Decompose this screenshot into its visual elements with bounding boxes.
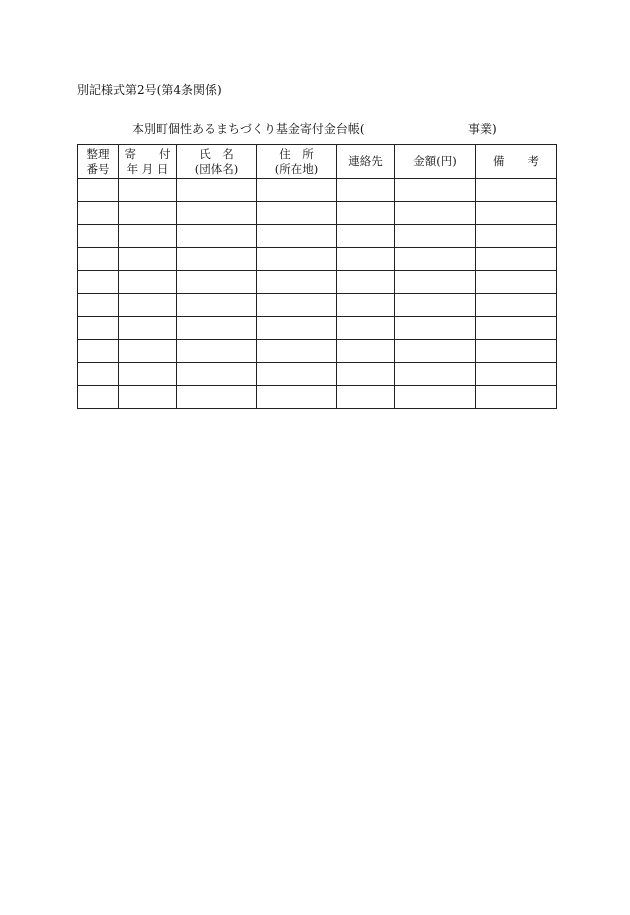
- name-cell[interactable]: [177, 340, 257, 363]
- serial-number-cell[interactable]: [78, 340, 119, 363]
- donation-date-cell[interactable]: [119, 294, 177, 317]
- donation-ledger-table: [77, 144, 557, 409]
- table-row: [78, 340, 557, 363]
- address-cell[interactable]: [257, 202, 337, 225]
- name-cell[interactable]: [177, 317, 257, 340]
- amount-cell[interactable]: [395, 202, 476, 225]
- contact-cell[interactable]: [337, 248, 395, 271]
- amount-cell[interactable]: [395, 225, 476, 248]
- ledger-title-suffix: 事業): [468, 122, 497, 136]
- donation-date-cell[interactable]: [119, 271, 177, 294]
- remarks-cell[interactable]: [476, 294, 557, 317]
- table-row: [78, 225, 557, 248]
- remarks-cell[interactable]: [476, 386, 557, 409]
- contact-cell[interactable]: [337, 225, 395, 248]
- name-cell[interactable]: [177, 225, 257, 248]
- table-row: [78, 317, 557, 340]
- header-name: 氏 名 (団体名): [177, 145, 257, 179]
- amount-cell[interactable]: [395, 179, 476, 202]
- address-cell[interactable]: [257, 294, 337, 317]
- donation-date-cell[interactable]: [119, 202, 177, 225]
- name-cell[interactable]: [177, 248, 257, 271]
- remarks-cell[interactable]: [476, 225, 557, 248]
- serial-number-cell[interactable]: [78, 386, 119, 409]
- name-cell[interactable]: [177, 386, 257, 409]
- table-row: [78, 179, 557, 202]
- contact-cell[interactable]: [337, 317, 395, 340]
- serial-number-cell[interactable]: [78, 317, 119, 340]
- header-amount: 金額(円): [395, 145, 476, 179]
- remarks-cell[interactable]: [476, 202, 557, 225]
- remarks-cell[interactable]: [476, 179, 557, 202]
- remarks-cell[interactable]: [476, 248, 557, 271]
- contact-cell[interactable]: [337, 340, 395, 363]
- donation-date-cell[interactable]: [119, 317, 177, 340]
- remarks-cell[interactable]: [476, 317, 557, 340]
- serial-number-cell[interactable]: [78, 225, 119, 248]
- header-serial-number: 整理 番号: [78, 145, 119, 179]
- name-cell[interactable]: [177, 294, 257, 317]
- amount-cell[interactable]: [395, 271, 476, 294]
- donation-date-cell[interactable]: [119, 248, 177, 271]
- amount-cell[interactable]: [395, 340, 476, 363]
- address-cell[interactable]: [257, 179, 337, 202]
- serial-number-cell[interactable]: [78, 271, 119, 294]
- amount-cell[interactable]: [395, 317, 476, 340]
- amount-cell[interactable]: [395, 294, 476, 317]
- address-cell[interactable]: [257, 248, 337, 271]
- header-donation-date: 寄 付 年 月 日: [119, 145, 177, 179]
- serial-number-cell[interactable]: [78, 202, 119, 225]
- address-cell[interactable]: [257, 317, 337, 340]
- address-cell[interactable]: [257, 363, 337, 386]
- table-row: [78, 271, 557, 294]
- remarks-cell[interactable]: [476, 363, 557, 386]
- remarks-cell[interactable]: [476, 340, 557, 363]
- table-header-row: [78, 145, 557, 179]
- table-row: [78, 248, 557, 271]
- header-remarks: 備 考: [476, 145, 557, 179]
- name-cell[interactable]: [177, 202, 257, 225]
- contact-cell[interactable]: [337, 179, 395, 202]
- table-row: [78, 363, 557, 386]
- donation-date-cell[interactable]: [119, 340, 177, 363]
- donation-date-cell[interactable]: [119, 363, 177, 386]
- serial-number-cell[interactable]: [78, 248, 119, 271]
- amount-cell[interactable]: [395, 363, 476, 386]
- table-row: [78, 386, 557, 409]
- donation-date-cell[interactable]: [119, 179, 177, 202]
- amount-cell[interactable]: [395, 386, 476, 409]
- address-cell[interactable]: [257, 271, 337, 294]
- amount-cell[interactable]: [395, 248, 476, 271]
- table-row: [78, 294, 557, 317]
- address-cell[interactable]: [257, 340, 337, 363]
- name-cell[interactable]: [177, 271, 257, 294]
- contact-cell[interactable]: [337, 363, 395, 386]
- address-cell[interactable]: [257, 386, 337, 409]
- contact-cell[interactable]: [337, 386, 395, 409]
- form-label: 別記様式第2号(第4条関係): [77, 83, 222, 97]
- name-cell[interactable]: [177, 179, 257, 202]
- header-address: 住 所 (所在地): [257, 145, 337, 179]
- donation-date-cell[interactable]: [119, 386, 177, 409]
- remarks-cell[interactable]: [476, 271, 557, 294]
- serial-number-cell[interactable]: [78, 179, 119, 202]
- contact-cell[interactable]: [337, 202, 395, 225]
- address-cell[interactable]: [257, 225, 337, 248]
- serial-number-cell[interactable]: [78, 363, 119, 386]
- table-row: [78, 202, 557, 225]
- ledger-title-main: 本別町個性あるまちづくり基金寄付金台帳(: [132, 122, 365, 136]
- contact-cell[interactable]: [337, 294, 395, 317]
- donation-date-cell[interactable]: [119, 225, 177, 248]
- ledger-title: [132, 121, 512, 137]
- name-cell[interactable]: [177, 363, 257, 386]
- header-contact: 連絡先: [337, 145, 395, 179]
- serial-number-cell[interactable]: [78, 294, 119, 317]
- contact-cell[interactable]: [337, 271, 395, 294]
